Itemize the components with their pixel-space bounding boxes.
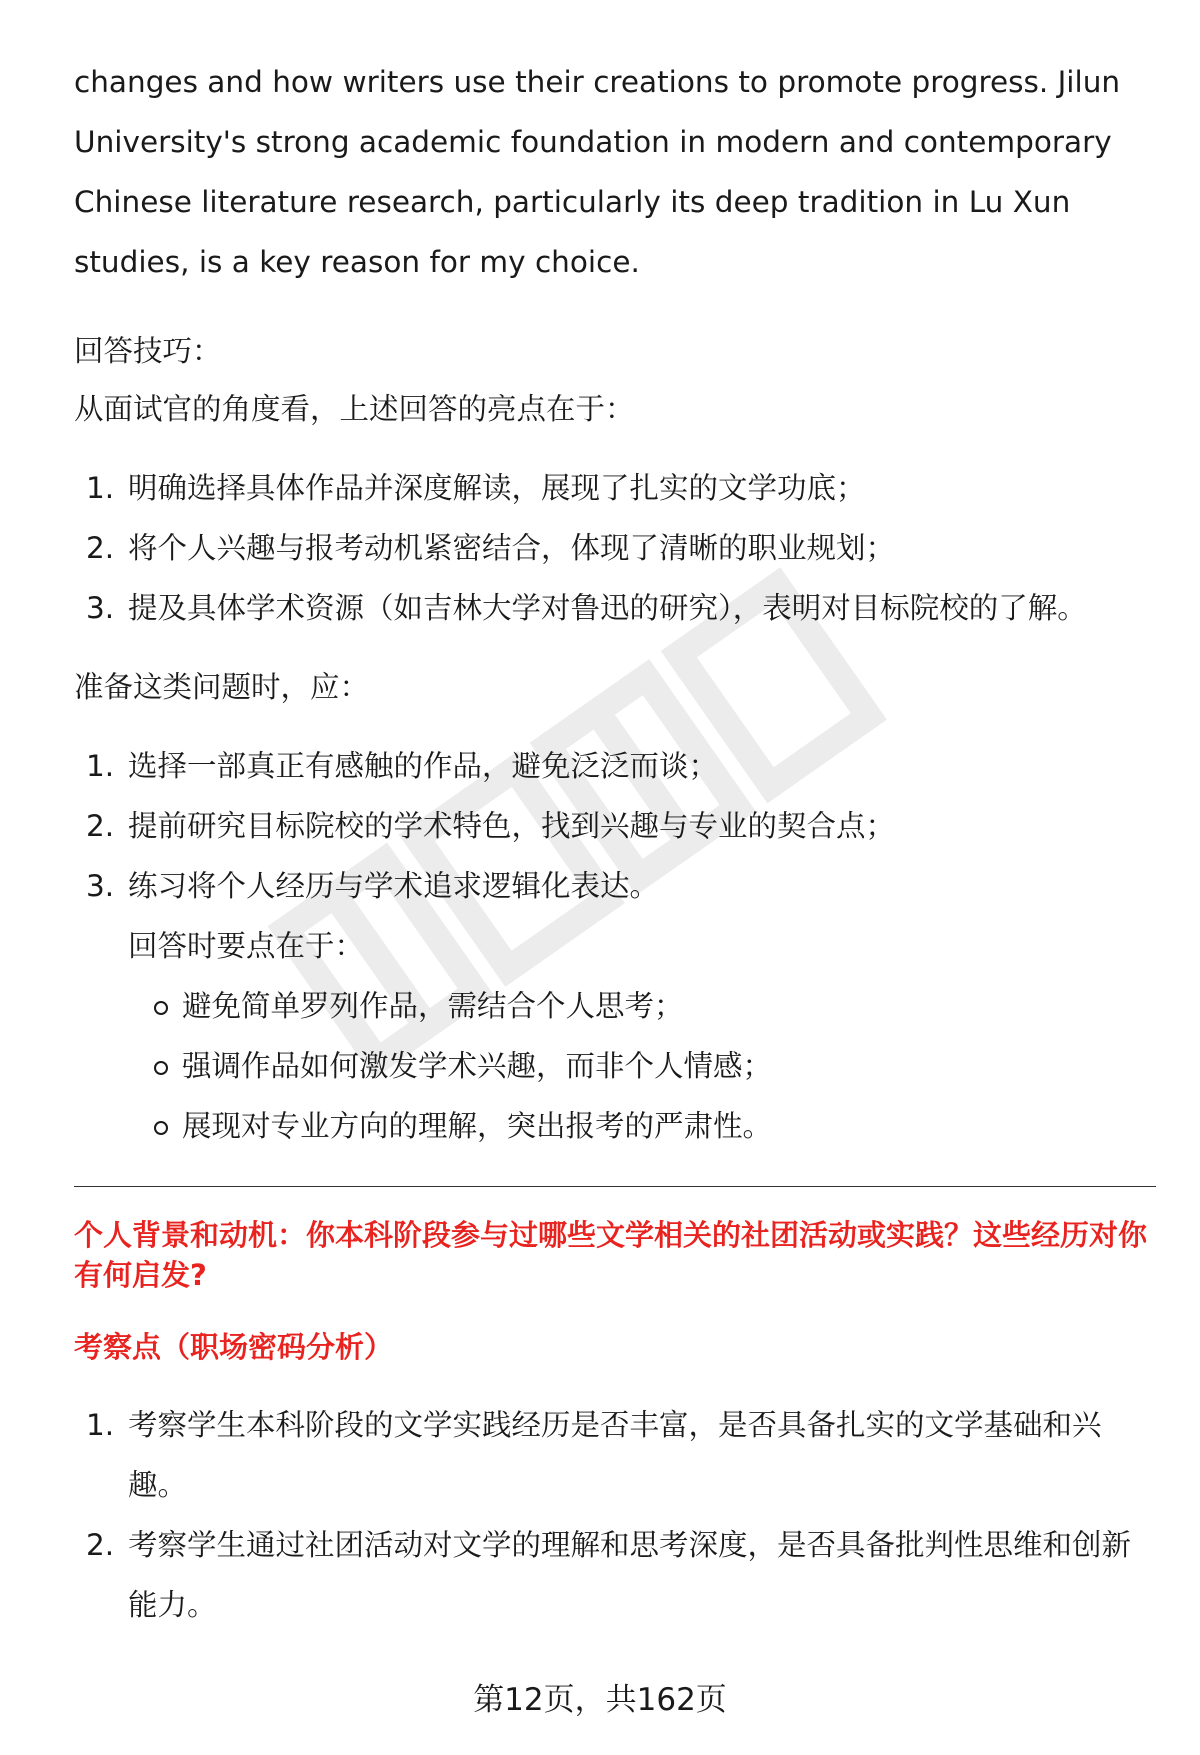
list-item: 展现对专业方向的理解，突出报考的严肃性。 — [74, 1096, 1154, 1156]
list-item: 2. 提前研究目标院校的学术特色，找到兴趣与专业的契合点； — [86, 809, 896, 843]
circle-bullet-icon — [154, 1061, 168, 1075]
highlights-list — [74, 458, 1154, 638]
intro-paragraph: changes and how writers use their creations to promote progress. Jilun University's strong academic foundation in modern and contemporary Chinese literature research, particularly its deep tradition in Lu Xun studies, is a key reason for my choice. — [74, 65, 1121, 279]
list-item: 3. 提及具体学术资源（如吉林大学对鲁迅的研究），表明对目标院校的了解。 — [86, 591, 1087, 625]
list-item: 1. 选择一部真正有感触的作品，避免泛泛而谈； — [86, 749, 719, 783]
answer-points-list — [74, 976, 1154, 1156]
circle-bullet-icon — [154, 1121, 168, 1135]
exam-point-label: 考察点（职场密码分析） — [74, 1330, 394, 1364]
list-item: 1. 明确选择具体作品并深度解读，展现了扎实的文学功底； — [86, 471, 866, 505]
circle-bullet-icon — [154, 1001, 168, 1015]
tips-label: 回答技巧： — [74, 334, 222, 368]
question-title: 个人背景和动机：你本科阶段参与过哪些文学相关的社团活动或实践？这些经历对你有何启发? — [74, 1218, 1148, 1292]
document-content — [74, 52, 1154, 1635]
list-item: 1. 考察学生本科阶段的文学实践经历是否丰富，是否具备扎实的文学基础和兴趣。 — [86, 1408, 1102, 1502]
answer-points-label: 回答时要点在于： — [128, 929, 365, 963]
list-item: 2. 将个人兴趣与报考动机紧密结合，体现了清晰的职业规划； — [86, 531, 896, 565]
tips-lead: 从面试官的角度看，上述回答的亮点在于： — [74, 392, 635, 426]
list-item: 3. 练习将个人经历与学术追求逻辑化表达。 — [86, 869, 660, 903]
list-item: 强调作品如何激发学术兴趣，而非个人情感； — [74, 1036, 1154, 1096]
list-item: 避免简单罗列作品，需结合个人思考； — [74, 976, 1154, 1036]
prepare-label: 准备这类问题时，应： — [74, 670, 370, 704]
exam-points-list — [74, 1395, 1154, 1635]
list-item: 2. 考察学生通过社团活动对文学的理解和思考深度，是否具备批判性思维和创新能力。 — [86, 1528, 1132, 1622]
page-number: 第12页，共162页 — [473, 1682, 727, 1718]
prepare-list — [74, 736, 1154, 916]
